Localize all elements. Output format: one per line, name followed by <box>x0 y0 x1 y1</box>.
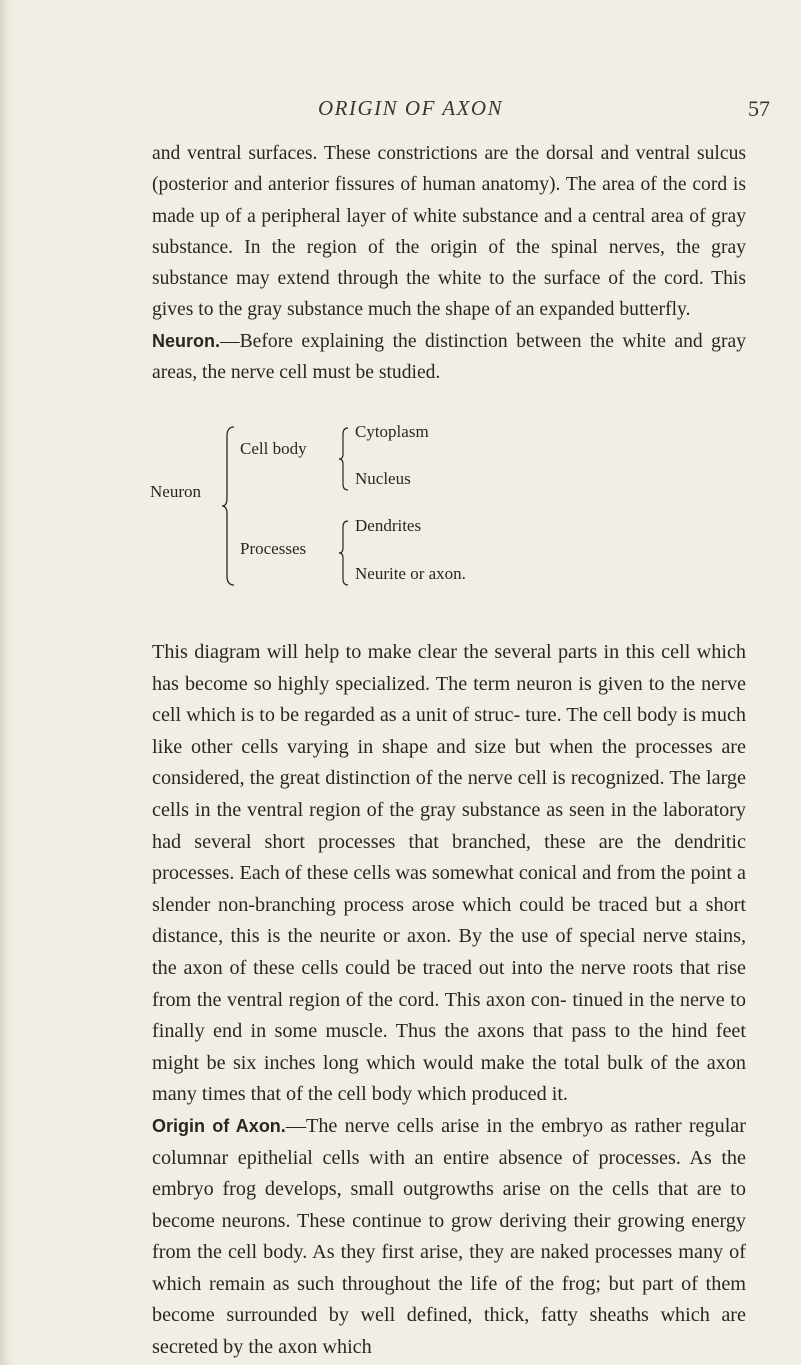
paragraph-spinal-cord <box>152 138 746 326</box>
diagram-label-cell-body: Cell body <box>240 439 307 458</box>
neuron-classification-diagram <box>150 422 750 612</box>
paragraph-origin-of-axon <box>152 1111 746 1364</box>
diagram-label-cytoplasm: Cytoplasm <box>355 422 429 441</box>
paragraph-text: and ventral surfaces. These constrictions are the dorsal and ventral sulcus (posterior and anterior fissures of human anatomy). The area of the cord is made up of a peripheral layer of white substance and a central area of gray substance. In the region of the origin of the spinal nerves, the gray substance may extend through the white to the surface of the cord. This gives to the gray substance much the shape of an expanded butterfly. <box>152 143 746 321</box>
diagram-label-nucleus: Nucleus <box>355 469 411 488</box>
page-number: 57 <box>748 96 770 121</box>
paragraph-text: —The nerve cells arise in the embryo as rather regular columnar epithelial cells with an entire absence of processes. As the embryo frog develops, small outgrowths arise on the cells that are to become neurons. These continue to grow deriving their growing energy from the cell body. As they first arise, they are naked processes many of which remain as such throughout the life of the frog; but part of them become surrounded by well defined, thick, fatty sheaths which are secreted by the axon which <box>152 1114 746 1359</box>
brace-neuron <box>222 426 236 586</box>
page-binding-shadow <box>0 0 14 1365</box>
text-block-top <box>152 138 746 388</box>
brace-cell-body <box>339 427 349 491</box>
running-title: ORIGIN OF AXON <box>318 96 504 120</box>
diagram-label-neuron: Neuron <box>150 482 201 501</box>
brace-processes <box>339 520 349 586</box>
text-block-bottom <box>152 637 746 1364</box>
paragraph-diagram-explanation <box>152 637 746 1111</box>
page-header <box>0 96 801 136</box>
diagram-label-dendrites: Dendrites <box>355 516 422 535</box>
paragraph-text: —Before explaining the distinction between the white and gray areas, the nerve cell must be studied. <box>152 330 746 384</box>
paragraph-neuron <box>152 326 746 389</box>
diagram-label-processes: Processes <box>240 539 307 558</box>
run-in-heading-origin-of-axon: Origin of Axon. <box>152 1115 286 1136</box>
diagram-label-neurite: Neurite or axon. <box>355 564 466 583</box>
run-in-heading-neuron: Neuron. <box>152 330 221 351</box>
paragraph-text: This diagram will help to make clear the several parts in this cell which has become so highly specialized. The term neuron is given to the nerve cell which is to be regarded as a unit of struc- ture. The cell body is much like other cells varying in shape and size but when the processes are considered, the great distinction of the nerve cell is recognized. The large cells in the ventral region of the gray substance as seen in the laboratory had several short processes that branched, these are the dendritic processes. Each of these cells was somewhat conical and from the point a slender non-branching process arose which could be traced but a short distance, this is the neurite or axon. By the use of special nerve stains, the axon of these cells could be traced out into the nerve roots that rise from the ventral region of the cord. This axon con- tinued in the nerve to finally end in some muscle. Thus the axons that pass to the hind feet might be six inches long which would make the total bulk of the axon many times that of the cell body which produced it. <box>152 641 746 1106</box>
